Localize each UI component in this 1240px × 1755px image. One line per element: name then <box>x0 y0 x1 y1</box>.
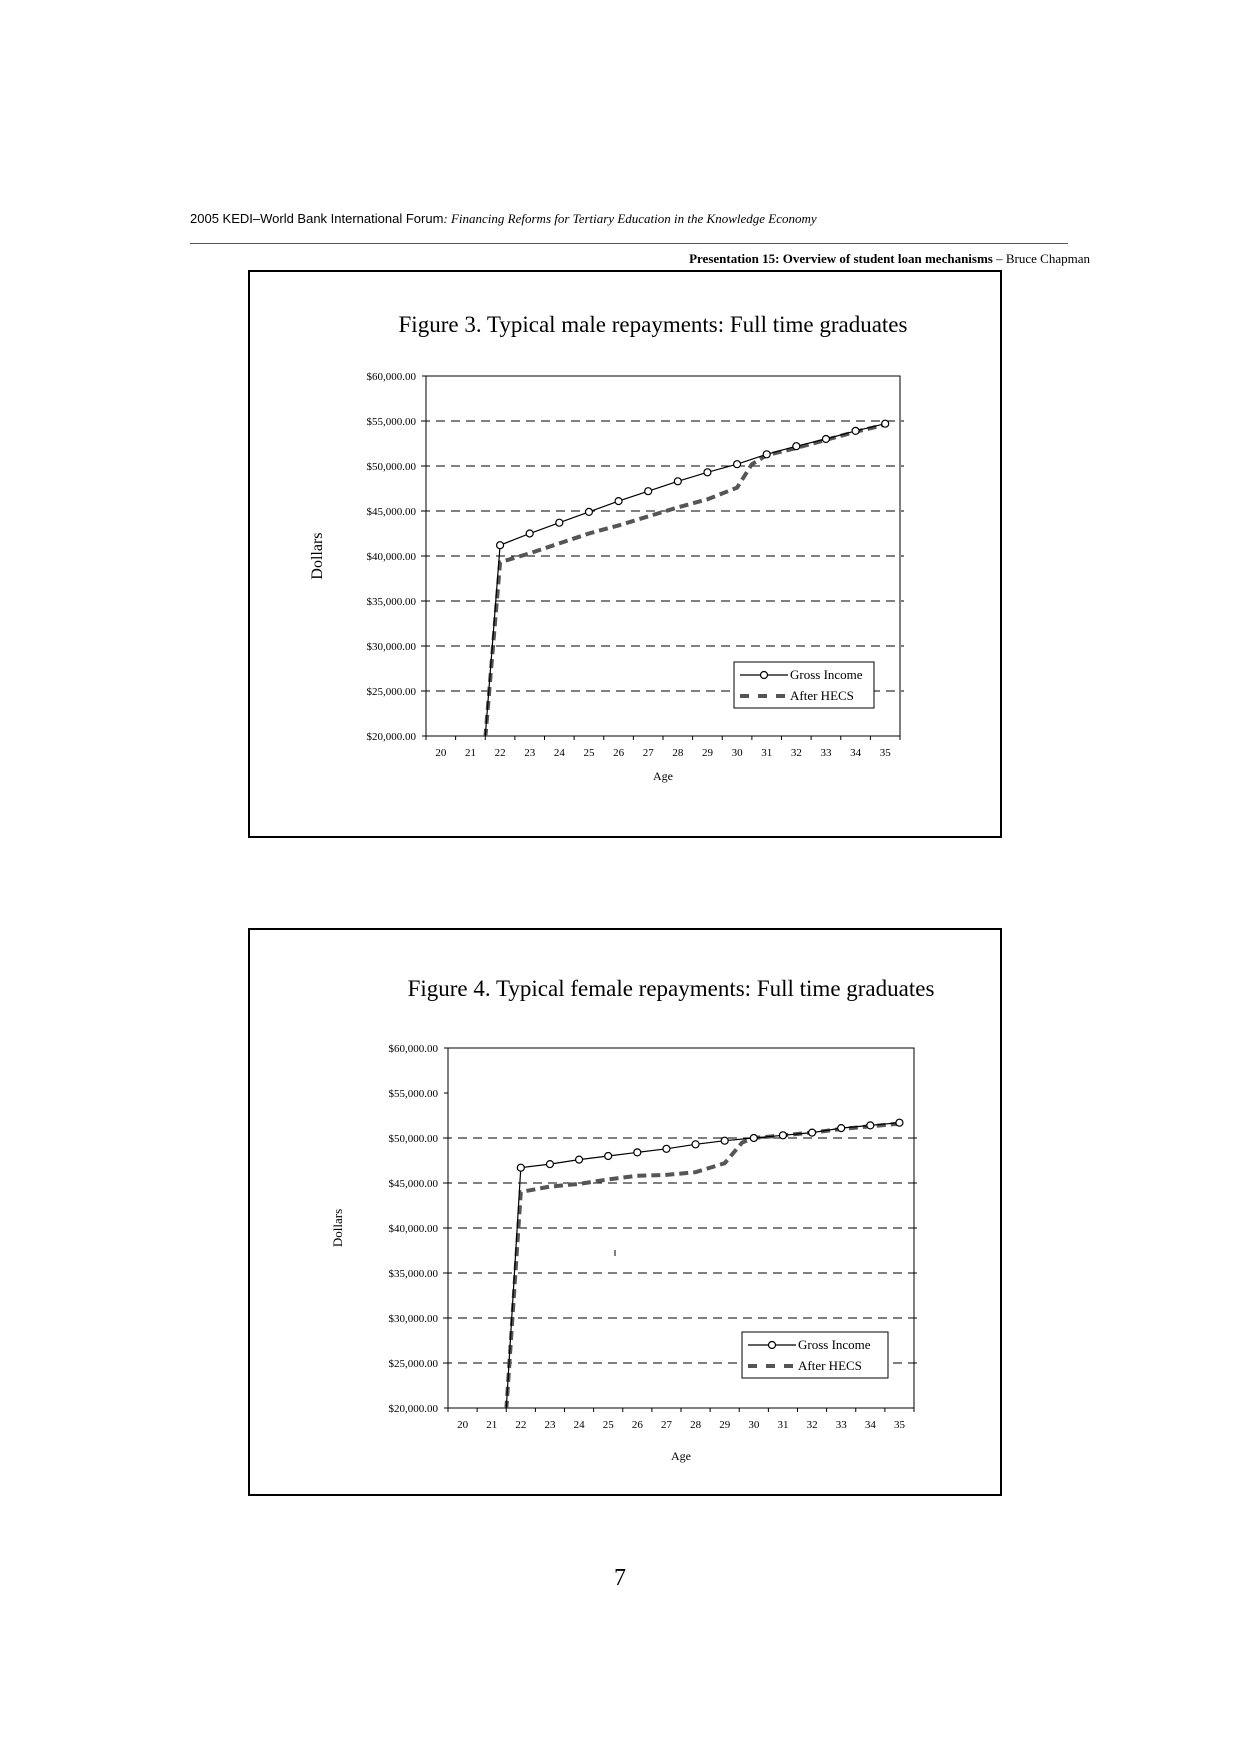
forum-subtitle: : Financing Reforms for Tertiary Education in the Knowledge Economy <box>443 211 817 226</box>
legend-gross-marker <box>769 1342 776 1349</box>
x-tick-label-2: 22 <box>515 1419 527 1431</box>
y-tick-label-5: $45,000.00 <box>388 1178 438 1190</box>
x-axis-label: Age <box>653 769 673 783</box>
gross-income-point-8 <box>704 469 711 476</box>
legend-gross-marker <box>761 672 768 679</box>
x-tick-label-0: 20 <box>435 747 447 759</box>
gross-income-point-11 <box>809 1129 816 1136</box>
y-tick-label-4: $40,000.00 <box>366 551 416 563</box>
gross-income-point-13 <box>867 1122 874 1129</box>
x-tick-label-8: 28 <box>672 747 684 759</box>
y-tick-label-6: $50,000.00 <box>388 1133 438 1145</box>
x-tick-label-6: 26 <box>613 747 625 759</box>
x-tick-label-9: 29 <box>719 1419 731 1431</box>
y-tick-label-3: $35,000.00 <box>366 596 416 608</box>
gross-income-point-1 <box>497 542 504 549</box>
figure-4-frame <box>248 928 1002 1496</box>
legend-after-label: After HECS <box>798 1358 862 1373</box>
gross-income-point-14 <box>896 1119 903 1126</box>
x-tick-label-7: 27 <box>660 1419 672 1431</box>
x-tick-label-0: 20 <box>457 1419 469 1431</box>
gross-income-point-7 <box>674 478 681 485</box>
y-tick-label-1: $25,000.00 <box>366 686 416 698</box>
chart-title: Figure 3. Typical male repayments: Full time graduates <box>398 312 908 337</box>
y-tick-label-2: $30,000.00 <box>388 1313 438 1325</box>
gross-income-point-2 <box>526 530 533 537</box>
gross-income-point-12 <box>838 1125 845 1132</box>
gross-income-point-6 <box>663 1145 670 1152</box>
gross-income-point-4 <box>585 508 592 515</box>
y-tick-label-1: $25,000.00 <box>388 1358 438 1370</box>
x-tick-label-11: 31 <box>761 747 773 759</box>
y-tick-label-7: $55,000.00 <box>388 1088 438 1100</box>
x-tick-label-1: 21 <box>464 747 476 759</box>
x-tick-label-8: 28 <box>690 1419 702 1431</box>
y-tick-label-6: $50,000.00 <box>366 461 416 473</box>
x-tick-label-5: 25 <box>583 747 595 759</box>
y-tick-label-0: $20,000.00 <box>388 1403 438 1415</box>
gross-income-point-4 <box>605 1153 612 1160</box>
y-tick-label-7: $55,000.00 <box>366 416 416 428</box>
gross-income-point-11 <box>793 443 800 450</box>
y-axis-label: Dollars <box>309 532 326 580</box>
x-tick-label-10: 30 <box>731 747 743 759</box>
gross-income-point-7 <box>692 1141 699 1148</box>
presentation-title: Presentation 15: Overview of student loan mechanisms <box>689 251 993 266</box>
gross-income-point-6 <box>645 488 652 495</box>
chart-title: Figure 4. Typical female repayments: Full time graduates <box>407 976 935 1001</box>
gross-income-point-3 <box>576 1156 583 1163</box>
x-tick-label-13: 33 <box>835 1419 847 1431</box>
y-tick-label-8: $60,000.00 <box>388 1043 438 1055</box>
x-tick-label-2: 22 <box>494 747 506 759</box>
y-axis-label: Dollars <box>330 1208 345 1248</box>
figure-3-chart <box>250 272 1000 836</box>
y-tick-label-4: $40,000.00 <box>388 1223 438 1235</box>
y-tick-label-0: $20,000.00 <box>366 731 416 743</box>
gross-income-point-9 <box>750 1135 757 1142</box>
gross-income-point-12 <box>822 436 829 443</box>
x-tick-label-13: 33 <box>820 747 832 759</box>
forum-name: 2005 KEDI–World Bank International Forum <box>190 211 444 226</box>
legend-gross-label: Gross Income <box>798 1337 871 1352</box>
legend-gross-label: Gross Income <box>790 667 863 682</box>
gross-income-point-13 <box>852 427 859 434</box>
legend-after-label: After HECS <box>790 688 854 703</box>
x-tick-label-15: 35 <box>893 1419 905 1431</box>
x-tick-label-3: 23 <box>544 1419 556 1431</box>
y-tick-label-3: $35,000.00 <box>388 1268 438 1280</box>
x-tick-label-1: 21 <box>486 1419 498 1431</box>
y-tick-label-2: $30,000.00 <box>366 641 416 653</box>
x-tick-label-15: 35 <box>879 747 891 759</box>
forum-header <box>190 211 817 227</box>
x-tick-label-6: 26 <box>631 1419 643 1431</box>
x-tick-label-7: 27 <box>642 747 654 759</box>
presenter-name: – Bruce Chapman <box>992 251 1090 266</box>
presentation-line <box>689 251 1090 267</box>
x-tick-label-9: 29 <box>701 747 713 759</box>
x-tick-label-4: 24 <box>573 1419 585 1431</box>
page-number: 7 <box>614 1565 626 1591</box>
y-tick-label-8: $60,000.00 <box>366 371 416 383</box>
gross-income-point-10 <box>763 451 770 458</box>
x-tick-label-3: 23 <box>524 747 536 759</box>
gross-income-point-5 <box>615 498 622 505</box>
x-tick-label-5: 25 <box>602 1419 614 1431</box>
x-tick-label-12: 32 <box>806 1419 818 1431</box>
gross-income-point-8 <box>721 1137 728 1144</box>
x-axis-label: Age <box>671 1449 691 1463</box>
y-tick-label-5: $45,000.00 <box>366 506 416 518</box>
x-tick-label-10: 30 <box>748 1419 760 1431</box>
gross-income-point-14 <box>882 420 889 427</box>
gross-income-point-2 <box>546 1161 553 1168</box>
header-rule <box>190 243 1068 244</box>
gross-income-point-10 <box>779 1132 786 1139</box>
gross-income-point-1 <box>517 1164 524 1171</box>
figure-3-frame <box>248 270 1002 838</box>
gross-income-point-9 <box>734 461 741 468</box>
x-tick-label-11: 31 <box>777 1419 789 1431</box>
x-tick-label-14: 34 <box>864 1419 876 1431</box>
x-tick-label-4: 24 <box>553 747 565 759</box>
x-tick-label-14: 34 <box>850 747 862 759</box>
gross-income-point-3 <box>556 519 563 526</box>
figure-4-chart <box>250 930 1000 1494</box>
x-tick-label-12: 32 <box>790 747 802 759</box>
gross-income-point-5 <box>634 1149 641 1156</box>
